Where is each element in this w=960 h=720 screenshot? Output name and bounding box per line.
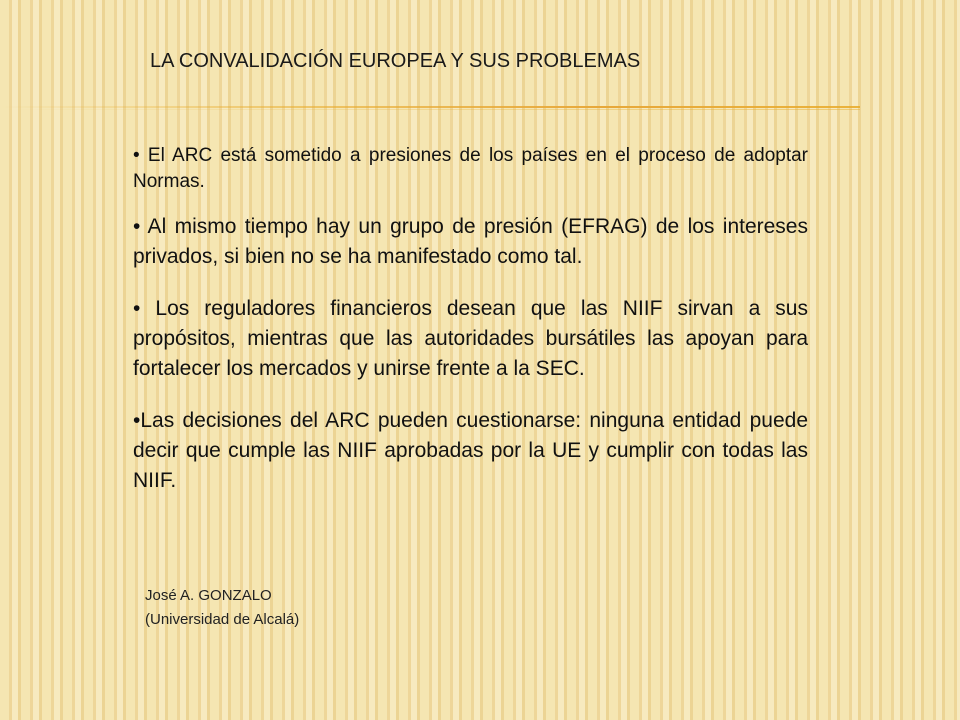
slide-title: LA CONVALIDACIÓN EUROPEA Y SUS PROBLEMAS <box>150 50 641 72</box>
author-block <box>145 584 299 632</box>
bullet-item: • Los reguladores financieros desean que las NIIF sirvan a sus propósitos, mientras que las autoridades bursátiles las apoyan para fortalecer los mercados y unirse frente a la SEC. <box>133 297 808 380</box>
author-name: José A. GONZALO <box>145 587 272 604</box>
bullet-item: • El ARC está sometido a presiones de los países en el proceso de adoptar Normas. <box>133 145 808 192</box>
title-underline <box>0 106 860 108</box>
bullet-list <box>133 143 808 496</box>
bullet-item: • Al mismo tiempo hay un grupo de presión (EFRAG) de los intereses privados, si bien no se ha manifestado como tal. <box>133 215 808 268</box>
title-underline-shadow <box>0 109 860 110</box>
author-affiliation: (Universidad de Alcalá) <box>145 611 300 628</box>
bullet-item: •Las decisiones del ARC pueden cuestionarse: ninguna entidad puede decir que cumple las NIIF aprobadas por la UE y cumplir con todas las NIIF. <box>133 409 808 492</box>
